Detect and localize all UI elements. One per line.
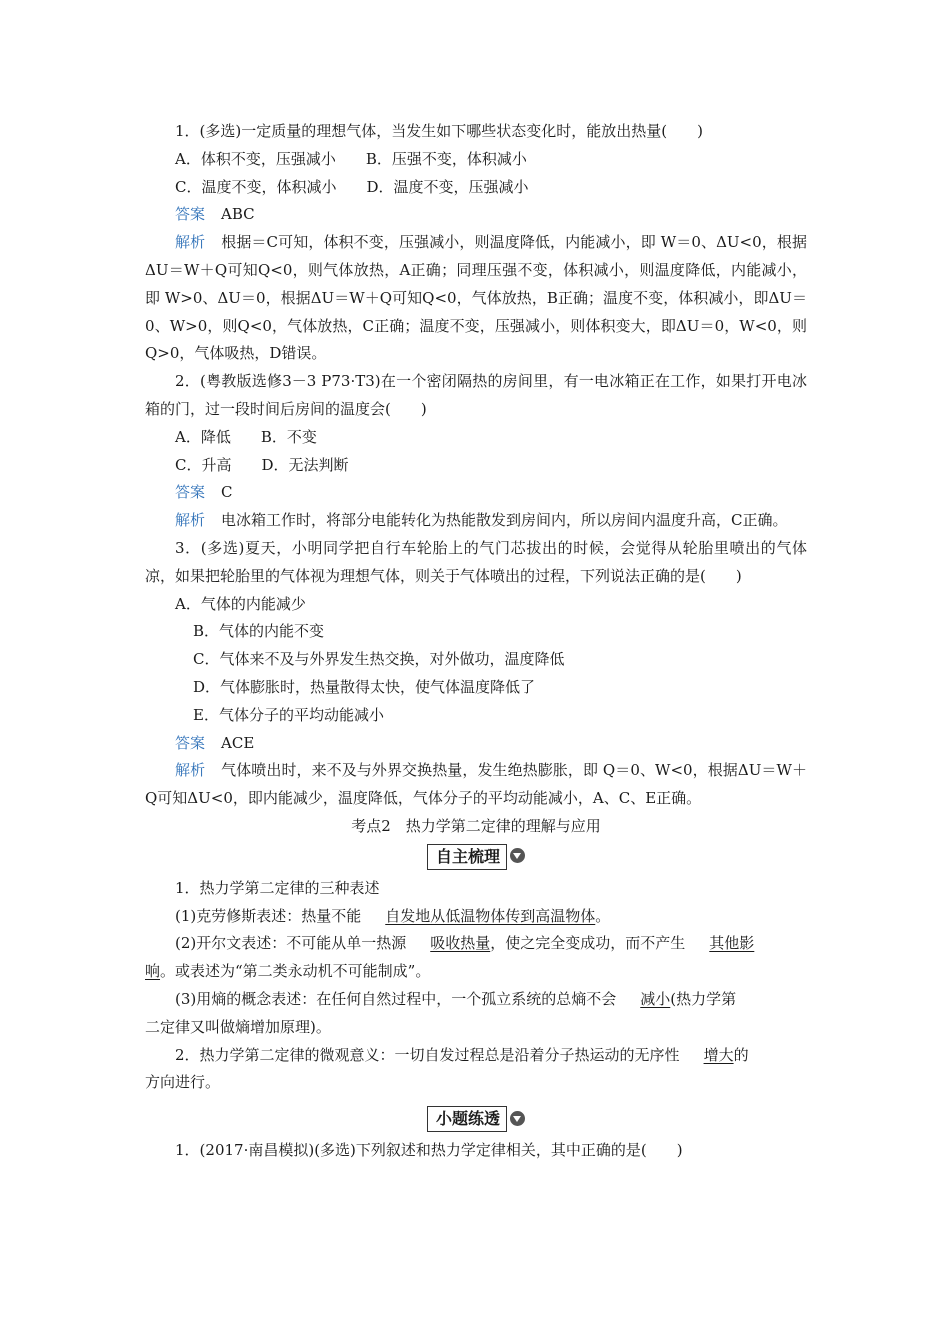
review-point-2-mid: ，使之完全变成功，而不产生 bbox=[490, 934, 686, 953]
q3-option-b: B．气体的内能不变 bbox=[193, 622, 325, 641]
q2-option-a: A．降低 bbox=[175, 427, 231, 446]
q2-stem: 2．(粤教版选修3－3 P73·T3)在一个密闭隔热的房间里，有一电冰箱正在工作，如果打开电冰箱的门，过一段时间后房间的温度会( ) bbox=[145, 372, 807, 418]
review-heading-2-cont: 方向进行。 bbox=[145, 1073, 221, 1092]
q2-answer bbox=[145, 479, 807, 507]
q1-options-ab bbox=[145, 146, 807, 174]
analysis-label: 解析 bbox=[175, 761, 206, 780]
review-point-1-end: 。 bbox=[595, 906, 611, 925]
practice-box bbox=[427, 1106, 507, 1132]
review-heading-2-end: 的 bbox=[733, 1045, 749, 1064]
review-point-1 bbox=[145, 903, 807, 931]
q3-option-d: D．气体膨胀时，热量散得太快，使气体温度降低了 bbox=[193, 677, 536, 696]
q2-option-c: C．升高 bbox=[175, 455, 232, 474]
q1-stem: 1．(多选)一定质量的理想气体，当发生如下哪些状态变化时，能放出热量( ) bbox=[175, 122, 703, 140]
chevron-down-icon bbox=[510, 1111, 525, 1126]
section-title: 考点2 热力学第二定律的理解与应用 bbox=[351, 816, 601, 835]
self-review-label: 自主梳理 bbox=[435, 846, 500, 866]
review-point-3-fill: 减小 bbox=[640, 989, 671, 1008]
q3-option-c: C．气体来不及与外界发生热交换，对外做功，温度降低 bbox=[193, 650, 565, 669]
review-point-3-text: (3)用熵的概念表述：在任何自然过程中，一个孤立系统的总熵不会 bbox=[175, 989, 617, 1008]
q2-analysis bbox=[145, 507, 807, 535]
q1-analysis bbox=[145, 229, 807, 368]
review-point-2-end: 。或表述为“第二类永动机不可能制成”。 bbox=[160, 962, 431, 981]
q3-answer-value: ACE bbox=[221, 733, 255, 752]
review-point-2 bbox=[145, 930, 807, 958]
review-point-3 bbox=[145, 986, 807, 1014]
review-point-3-cont: 二定律又叫做熵增加原理)。 bbox=[145, 1017, 331, 1036]
q3-option-e: E．气体分子的平均动能减小 bbox=[193, 705, 384, 724]
q2-option-b: B．不变 bbox=[260, 427, 317, 446]
q1-analysis-text: 根据＝C可知，体积不变，压强减小，则温度降低，内能减小，即 W＝0、ΔU<0，根据ΔU＝W＋Q可知Q<0，则气体放热，A正确；同理压强不变，体积减小，则温度降低，内能减小，即 W>0、ΔU＝0，根据ΔU＝W＋Q可知Q<0，气体放热，B正确；温度不变，体积减小，即ΔU＝0、W>0，则Q<0，气体放热，C正确；温度不变，压强减小，则体积变大，即ΔU＝0，W<0，则Q>0，气体吸热，D错误。 bbox=[145, 233, 807, 363]
review-point-2-cont bbox=[145, 958, 807, 986]
review-point-2-fill-1: 吸收热量 bbox=[430, 934, 491, 953]
q2-options-cd bbox=[145, 452, 807, 480]
review-point-3-end: (热力学第 bbox=[670, 989, 737, 1008]
q2-option-d: D．无法判断 bbox=[261, 455, 349, 474]
review-point-1-text: (1)克劳修斯表述：热量不能 bbox=[175, 906, 362, 925]
answer-label: 答案 bbox=[175, 483, 206, 502]
review-heading-1: 1．热力学第二定律的三种表述 bbox=[175, 878, 380, 897]
q2-answer-value: C bbox=[221, 483, 233, 502]
review-point-2-text: (2)开尔文表述：不可能从单一热源 bbox=[175, 934, 407, 953]
q1-option-c: C．温度不变，体积减小 bbox=[175, 177, 337, 196]
answer-label: 答案 bbox=[175, 733, 206, 752]
analysis-label: 解析 bbox=[175, 233, 206, 252]
self-review-heading bbox=[145, 841, 807, 875]
answer-label: 答案 bbox=[175, 205, 206, 224]
review-heading-2 bbox=[145, 1042, 807, 1070]
document-page bbox=[145, 118, 807, 1165]
q3-option-a: A．气体的内能减少 bbox=[175, 594, 306, 613]
q3-analysis-text: 气体喷出时，来不及与外界交换热量，发生绝热膨胀，即 Q＝0、W<0，根据ΔU＝W＋Q可知ΔU<0，即内能减少，温度降低，气体分子的平均动能减小，A、C、E正确。 bbox=[145, 761, 807, 808]
self-review-box bbox=[427, 844, 507, 870]
review-point-1-fill: 自发地从低温物体传到高温物体 bbox=[385, 906, 596, 925]
q1-answer bbox=[145, 201, 807, 229]
q3-answer bbox=[145, 730, 807, 758]
q3-stem: 3．(多选)夏天，小明同学把自行车轮胎上的气门芯拔出的时候，会觉得从轮胎里喷出的气体凉，如果把轮胎里的气体视为理想气体，则关于气体喷出的过程，下列说法正确的是( ) bbox=[145, 538, 807, 585]
q1-options-cd bbox=[145, 174, 807, 202]
q4-stem: 1．(2017·南昌模拟)(多选)下列叙述和热力学定律相关，其中正确的是( ) bbox=[175, 1141, 683, 1160]
review-heading-2-text: 2．热力学第二定律的微观意义：一切自发过程总是沿着分子热运动的无序性 bbox=[175, 1045, 680, 1064]
q2-options-ab bbox=[145, 424, 807, 452]
q1-option-a: A．体积不变，压强减小 bbox=[175, 149, 336, 168]
q1-option-b: B．压强不变，体积减小 bbox=[365, 149, 527, 168]
review-heading-2-fill: 增大 bbox=[703, 1045, 734, 1064]
review-point-2-fill-2b: 响 bbox=[145, 962, 161, 981]
q3-analysis bbox=[145, 757, 807, 813]
chevron-down-icon bbox=[510, 848, 525, 863]
analysis-label: 解析 bbox=[175, 511, 206, 530]
review-point-2-fill-2a: 其他影 bbox=[709, 934, 755, 953]
q1-option-d: D．温度不变，压强减小 bbox=[366, 177, 529, 196]
q2-analysis-text: 电冰箱工作时，将部分电能转化为热能散发到房间内，所以房间内温度升高，C正确。 bbox=[221, 511, 788, 530]
practice-label: 小题练透 bbox=[435, 1109, 500, 1129]
practice-heading bbox=[145, 1103, 807, 1137]
q1-answer-value: ABC bbox=[221, 205, 255, 224]
